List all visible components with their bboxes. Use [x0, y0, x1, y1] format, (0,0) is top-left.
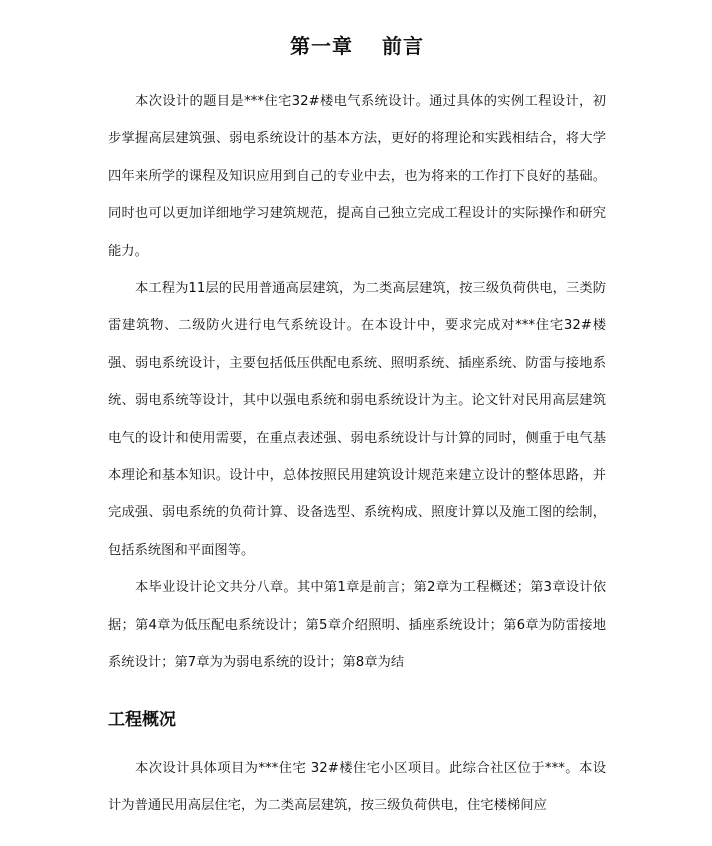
intro-paragraph-2: 本工程为11层的民用普通高层建筑，为二类高层建筑，按三级负荷供电，三类防雷建筑物、二级防火进行电气系统设计。在本设计中，要求完成对***住宅32#楼强、弱电系统设计，主要包括低压供配电系统、照明系统、插座系统、防雷与接地系统、弱电系统等设计，其中以强电系统和弱电系统设计为主。论文针对民用高层建筑电气的设计和使用需要，在重点表述强、弱电系统设计与计算的同时，侧重于电气基本理论和基本知识。设计中，总体按照民用建筑设计规范来建立设计的整体思路，并完成强、弱电系统的负荷计算、设备选型、系统构成、照度计算以及施工图的绘制，包括系统图和平面图等。 [108, 281, 606, 558]
chapter-title: 第一章 前言 [290, 34, 424, 58]
section-title: 工程概况 [108, 709, 176, 730]
section-paragraph-1: 本次设计具体项目为***住宅 32#楼住宅小区项目。此综合社区位于***。本设计为普通民用高层住宅，为二类高层建筑，按三级负荷供电，住宅楼梯间应 [108, 760, 606, 813]
intro-paragraph-3: 本毕业设计论文共分八章。其中第1章是前言；第2章为工程概述；第3章设计依据；第4章为低压配电系统设计；第5章介绍照明、插座系统设计；第6章为防雷接地系统设计；第7章为为弱电系统的设计；第8章为结 [108, 580, 606, 671]
intro-paragraph-1: 本次设计的题目是***住宅32#楼电气系统设计。通过具体的实例工程设计，初步掌握高层建筑强、弱电系统设计的基本方法，更好的将理论和实践相结合，将大学四年来所学的课程及知识应用到自己的专业中去，也为将来的工作打下良好的基础。同时也可以更加详细地学习建筑规范，提高自己独立完成工程设计的实际操作和研究能力。 [108, 94, 606, 259]
